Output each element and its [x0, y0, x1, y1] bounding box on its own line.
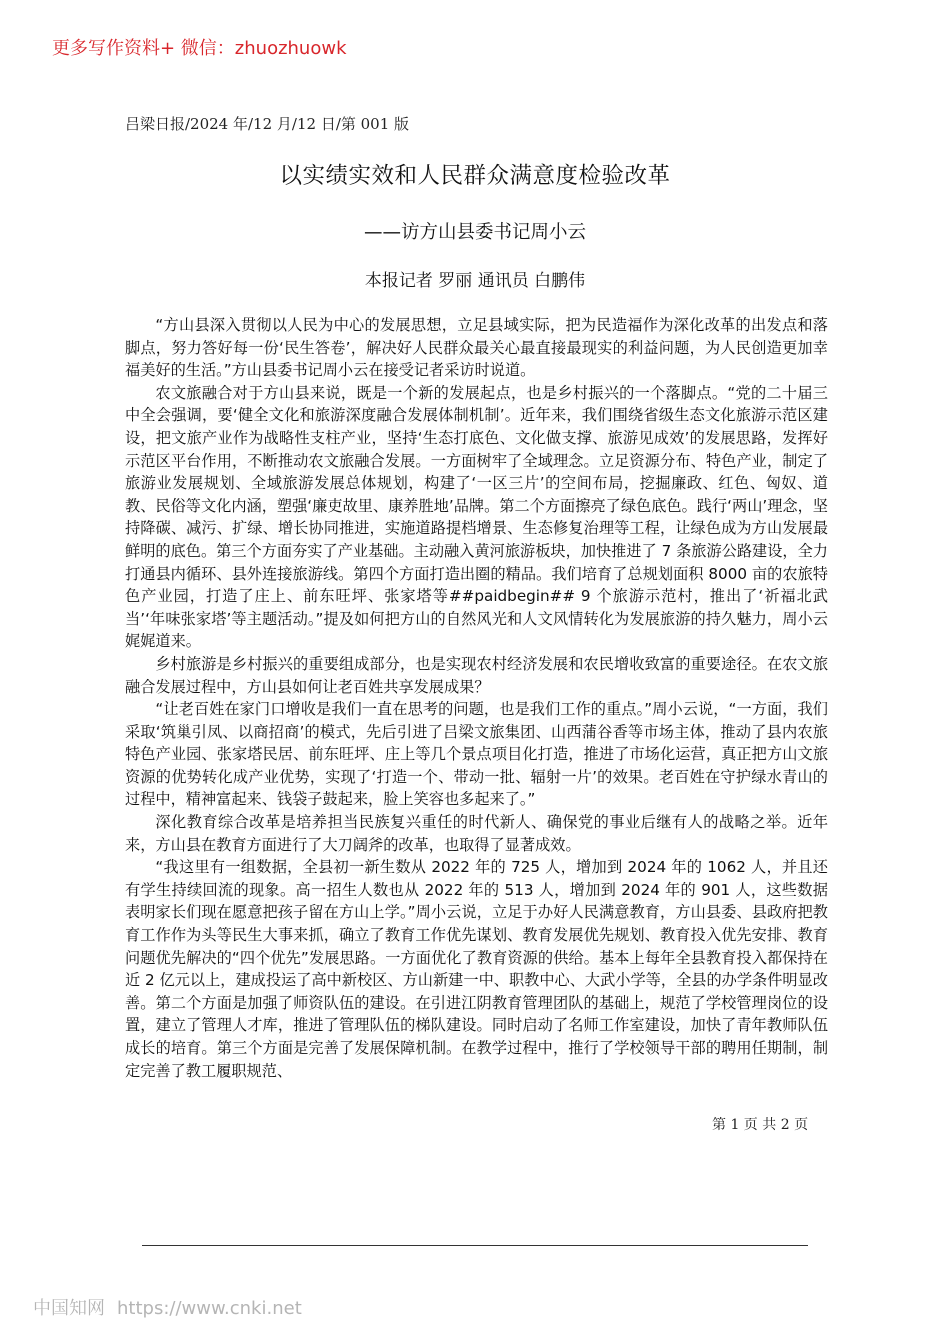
paragraph: “让老百姓在家门口增收是我们一直在思考的问题，也是我们工作的重点。”周小云说，“一方面，我们采取‘筑巢引凤、以商招商’的模式，先后引进了吕梁文旅集团、山西蒲谷香等市场主体，推动了县内农旅特色产业园、张家塔民居、前东旺坪、庄上等几个景点项目化打造，推进了市场化运营，真正把方山文旅资源的优势转化成产业优势，实现了‘打造一个、带动一批、辐射一片’的效果。老百姓在守护绿水青山的过程中，精神富起来、钱袋子鼓起来，脸上笑容也多起来了。” — [125, 700, 828, 809]
article-body — [125, 314, 828, 1082]
paragraph: 农文旅融合对于方山县来说，既是一个新的发展起点，也是乡村振兴的一个落脚点。“党的二十届三中全会强调，要‘健全文化和旅游深度融合发展体制机制’。近年来，我们围绕省级生态文化旅游示范区建设，把文旅产业作为战略性支柱产业，坚持‘生态打底色、文化做支撑、旅游见成效’的发展思路，发挥好示范区平台作用，不断推动农文旅融合发展。一方面树牢了全域理念。立足资源分布、特色产业，制定了旅游业发展规划、全域旅游发展总体规划，构建了‘一区三片’的空间布局，挖掘廉政、红色、匈奴、道教、民俗等文化内涵，塑强‘廉吏故里、康养胜地’品牌。第二个方面擦亮了绿色底色。践行‘两山’理念，坚持降碳、减污、扩绿、增长协同推进，实施道路提档增景、生态修复治理等工程，让绿色成为方山发展最鲜明的底色。第三个方面夯实了产业基础。主动融入黄河旅游板块，加快推进了 7 条旅游公路建设，全力打通县内循环、县外连接旅游线。第四个方面打造出圈的精品。我们培育了总规划面积 8000 亩的农旅特色产业园，打造了庄上、前东旺坪、张家塔等##paidbegin## 9 个旅游示范村，推出了‘祈福北武当’‘年味张家塔’等主题活动。”提及如何把方山的自然风光和人文风情转化为发展旅游的持久魅力，周小云娓娓道来。 — [125, 383, 828, 651]
watermark-site-name: 中国知网 — [33, 1298, 105, 1319]
footer-divider — [142, 1245, 808, 1246]
paragraph: 乡村旅游是乡村振兴的重要组成部分，也是实现农村经济发展和农民增收致富的重要途径。在农文旅融合发展过程中，方山县如何让老百姓共享发展成果？ — [125, 654, 828, 696]
page-number: 第 1 页 共 2 页 — [712, 1117, 809, 1133]
promo-banner: 更多写作资料+ 微信：zhuozhuowk — [52, 38, 347, 59]
paragraph: “我这里有一组数据，全县初一新生数从 2022 年的 725 人，增加到 2024 年的 1062 人，并且还有学生持续回流的现象。高一招生人数也从 2022 年的 513 人，增加到 2024 年的 901 人，这些数据表明家长们现在愿意把孩子留在方山上学。”周小云说，立足于办好人民满意教育，方山县委、县政府把教育工作作为头等民生大事来抓，确立了教育工作优先谋划、教育发展优先规划、教育投入优先安排、教育问题优先解决的“四个优先”发展思路。一方面优化了教育资源的供给。基本上每年全县教育投入都保持在近 2 亿元以上，建成投运了高中新校区、方山新建一中、职教中心、大武小学等，全县的办学条件明显改善。第二个方面是加强了师资队伍的建设。在引进江阴教育管理团队的基础上，规范了学校管理岗位的设置，建立了管理人才库，推进了管理队伍的梯队建设。同时启动了名师工作室建设，加快了青年教师队伍成长的培育。第三个方面是完善了发展保障机制。在教学过程中，推行了学校领导干部的聘用任期制，制定完善了教工履职规范、 — [125, 858, 828, 1080]
byline: 本报记者 罗丽 通讯员 白鹏伟 — [364, 271, 586, 291]
article-title: 以实绩实效和人民群众满意度检验改革 — [279, 163, 671, 189]
watermark — [33, 1294, 314, 1320]
source-line: 吕梁日报/2024 年/12 月/12 日/第 001 版 — [125, 115, 410, 133]
paragraph: 深化教育综合改革是培养担当民族复兴重任的时代新人、确保党的事业后继有人的战略之举。近年来，方山县在教育方面进行了大刀阔斧的改革，也取得了显著成效。 — [125, 813, 828, 854]
paragraph: “方山县深入贯彻以人民为中心的发展思想，立足县域实际，把为民造福作为深化改革的出发点和落脚点，努力答好每一份‘民生答卷’，解决好人民群众最关心最直接最现实的利益问题，为人民创造更加幸福美好的生活。”方山县委书记周小云在接受记者采访时说道。 — [125, 316, 828, 380]
article-subtitle: ——访方山县委书记周小云 — [363, 222, 586, 243]
watermark-url: https://www.cnki.net — [117, 1298, 302, 1319]
